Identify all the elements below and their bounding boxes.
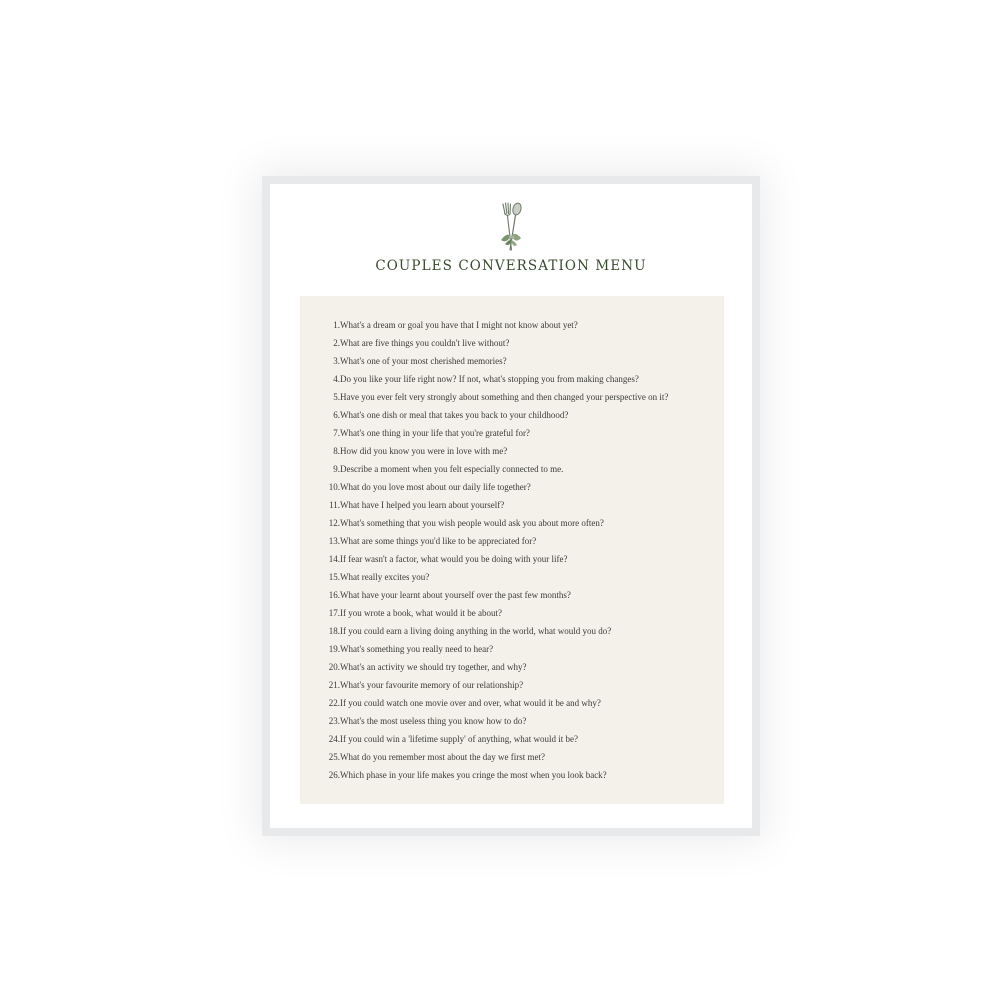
question-item <box>318 640 668 658</box>
question-item <box>318 352 668 370</box>
question-item <box>318 442 668 460</box>
question-number: 25. <box>328 752 340 762</box>
question-item <box>318 370 668 388</box>
question-text: Have you ever felt very strongly about something and then changed your perspective on it? <box>340 392 669 402</box>
question-number: 16. <box>328 590 340 600</box>
question-text: Do you like your life right now? If not, what's stopping you from making changes? <box>340 374 639 384</box>
question-text: What have I helped you learn about yourself? <box>340 500 505 510</box>
question-item <box>318 712 668 730</box>
question-item <box>318 604 668 622</box>
questions-panel <box>300 296 724 804</box>
question-item <box>318 334 668 352</box>
question-text: If fear wasn't a factor, what would you be doing with your life? <box>340 554 568 564</box>
question-text: What's one thing in your life that you're grateful for? <box>340 428 530 438</box>
question-text: What's something you really need to hear? <box>340 644 494 654</box>
question-item <box>318 496 668 514</box>
question-number: 22. <box>328 698 340 708</box>
question-number: 13. <box>328 536 340 546</box>
question-text: What's an activity we should try together, and why? <box>340 662 527 672</box>
question-number: 3. <box>333 356 340 366</box>
question-text: What do you remember most about the day we first met? <box>340 752 545 762</box>
question-number: 8. <box>333 446 340 456</box>
question-item <box>318 748 668 766</box>
question-list <box>318 316 668 784</box>
question-number: 6. <box>333 410 340 420</box>
question-item <box>318 388 668 406</box>
question-number: 15. <box>328 572 340 582</box>
question-number: 7. <box>333 428 340 438</box>
question-item <box>318 766 668 784</box>
question-item <box>318 550 668 568</box>
question-item <box>318 586 668 604</box>
question-text: Which phase in your life makes you cringe the most when you look back? <box>340 770 607 780</box>
question-text: What's one of your most cherished memories? <box>340 356 507 366</box>
question-number: 20. <box>328 662 340 672</box>
question-item <box>318 532 668 550</box>
question-item <box>318 730 668 748</box>
question-text: What are some things you'd like to be appreciated for? <box>340 536 537 546</box>
fork-spoon-bouquet-icon <box>491 200 531 256</box>
question-text: What's the most useless thing you know how to do? <box>340 716 527 726</box>
question-number: 10. <box>328 482 340 492</box>
question-text: What really excites you? <box>340 572 430 582</box>
question-item <box>318 676 668 694</box>
question-number: 4. <box>333 374 340 384</box>
question-item <box>318 424 668 442</box>
page-title: COUPLES CONVERSATION MENU <box>375 258 647 274</box>
question-number: 12. <box>328 518 340 528</box>
question-text: If you could win a 'lifetime supply' of anything, what would it be? <box>340 734 578 744</box>
question-item <box>318 568 668 586</box>
question-item <box>318 658 668 676</box>
question-text: What's one dish or meal that takes you back to your childhood? <box>340 410 569 420</box>
question-number: 18. <box>328 626 340 636</box>
question-number: 9. <box>333 464 340 474</box>
question-item <box>318 406 668 424</box>
question-number: 23. <box>328 716 340 726</box>
question-text: What's a dream or goal you have that I might not know about yet? <box>340 320 578 330</box>
question-item <box>318 694 668 712</box>
question-text: If you wrote a book, what would it be about? <box>340 608 502 618</box>
question-text: What's something that you wish people would ask you about more often? <box>340 518 604 528</box>
question-text: What have your learnt about yourself over the past few months? <box>340 590 571 600</box>
question-number: 14. <box>328 554 340 564</box>
question-number: 26. <box>328 770 340 780</box>
question-number: 1. <box>333 320 340 330</box>
question-text: How did you know you were in love with me? <box>340 446 508 456</box>
question-text: If you could watch one movie over and over, what would it be and why? <box>340 698 601 708</box>
question-text: What do you love most about our daily life together? <box>340 482 531 492</box>
question-number: 11. <box>329 500 340 510</box>
question-number: 21. <box>328 680 340 690</box>
question-number: 5. <box>333 392 340 402</box>
menu-card <box>270 184 752 828</box>
question-item <box>318 622 668 640</box>
question-text: Describe a moment when you felt especially connected to me. <box>340 464 564 474</box>
question-text: What's your favourite memory of our relationship? <box>340 680 524 690</box>
question-item <box>318 460 668 478</box>
question-item <box>318 316 668 334</box>
question-text: If you could earn a living doing anything in the world, what would you do? <box>340 626 612 636</box>
question-text: What are five things you couldn't live without? <box>340 338 510 348</box>
question-number: 2. <box>333 338 340 348</box>
question-number: 19. <box>328 644 340 654</box>
question-number: 24. <box>328 734 340 744</box>
question-item <box>318 478 668 496</box>
question-item <box>318 514 668 532</box>
question-number: 17. <box>328 608 340 618</box>
